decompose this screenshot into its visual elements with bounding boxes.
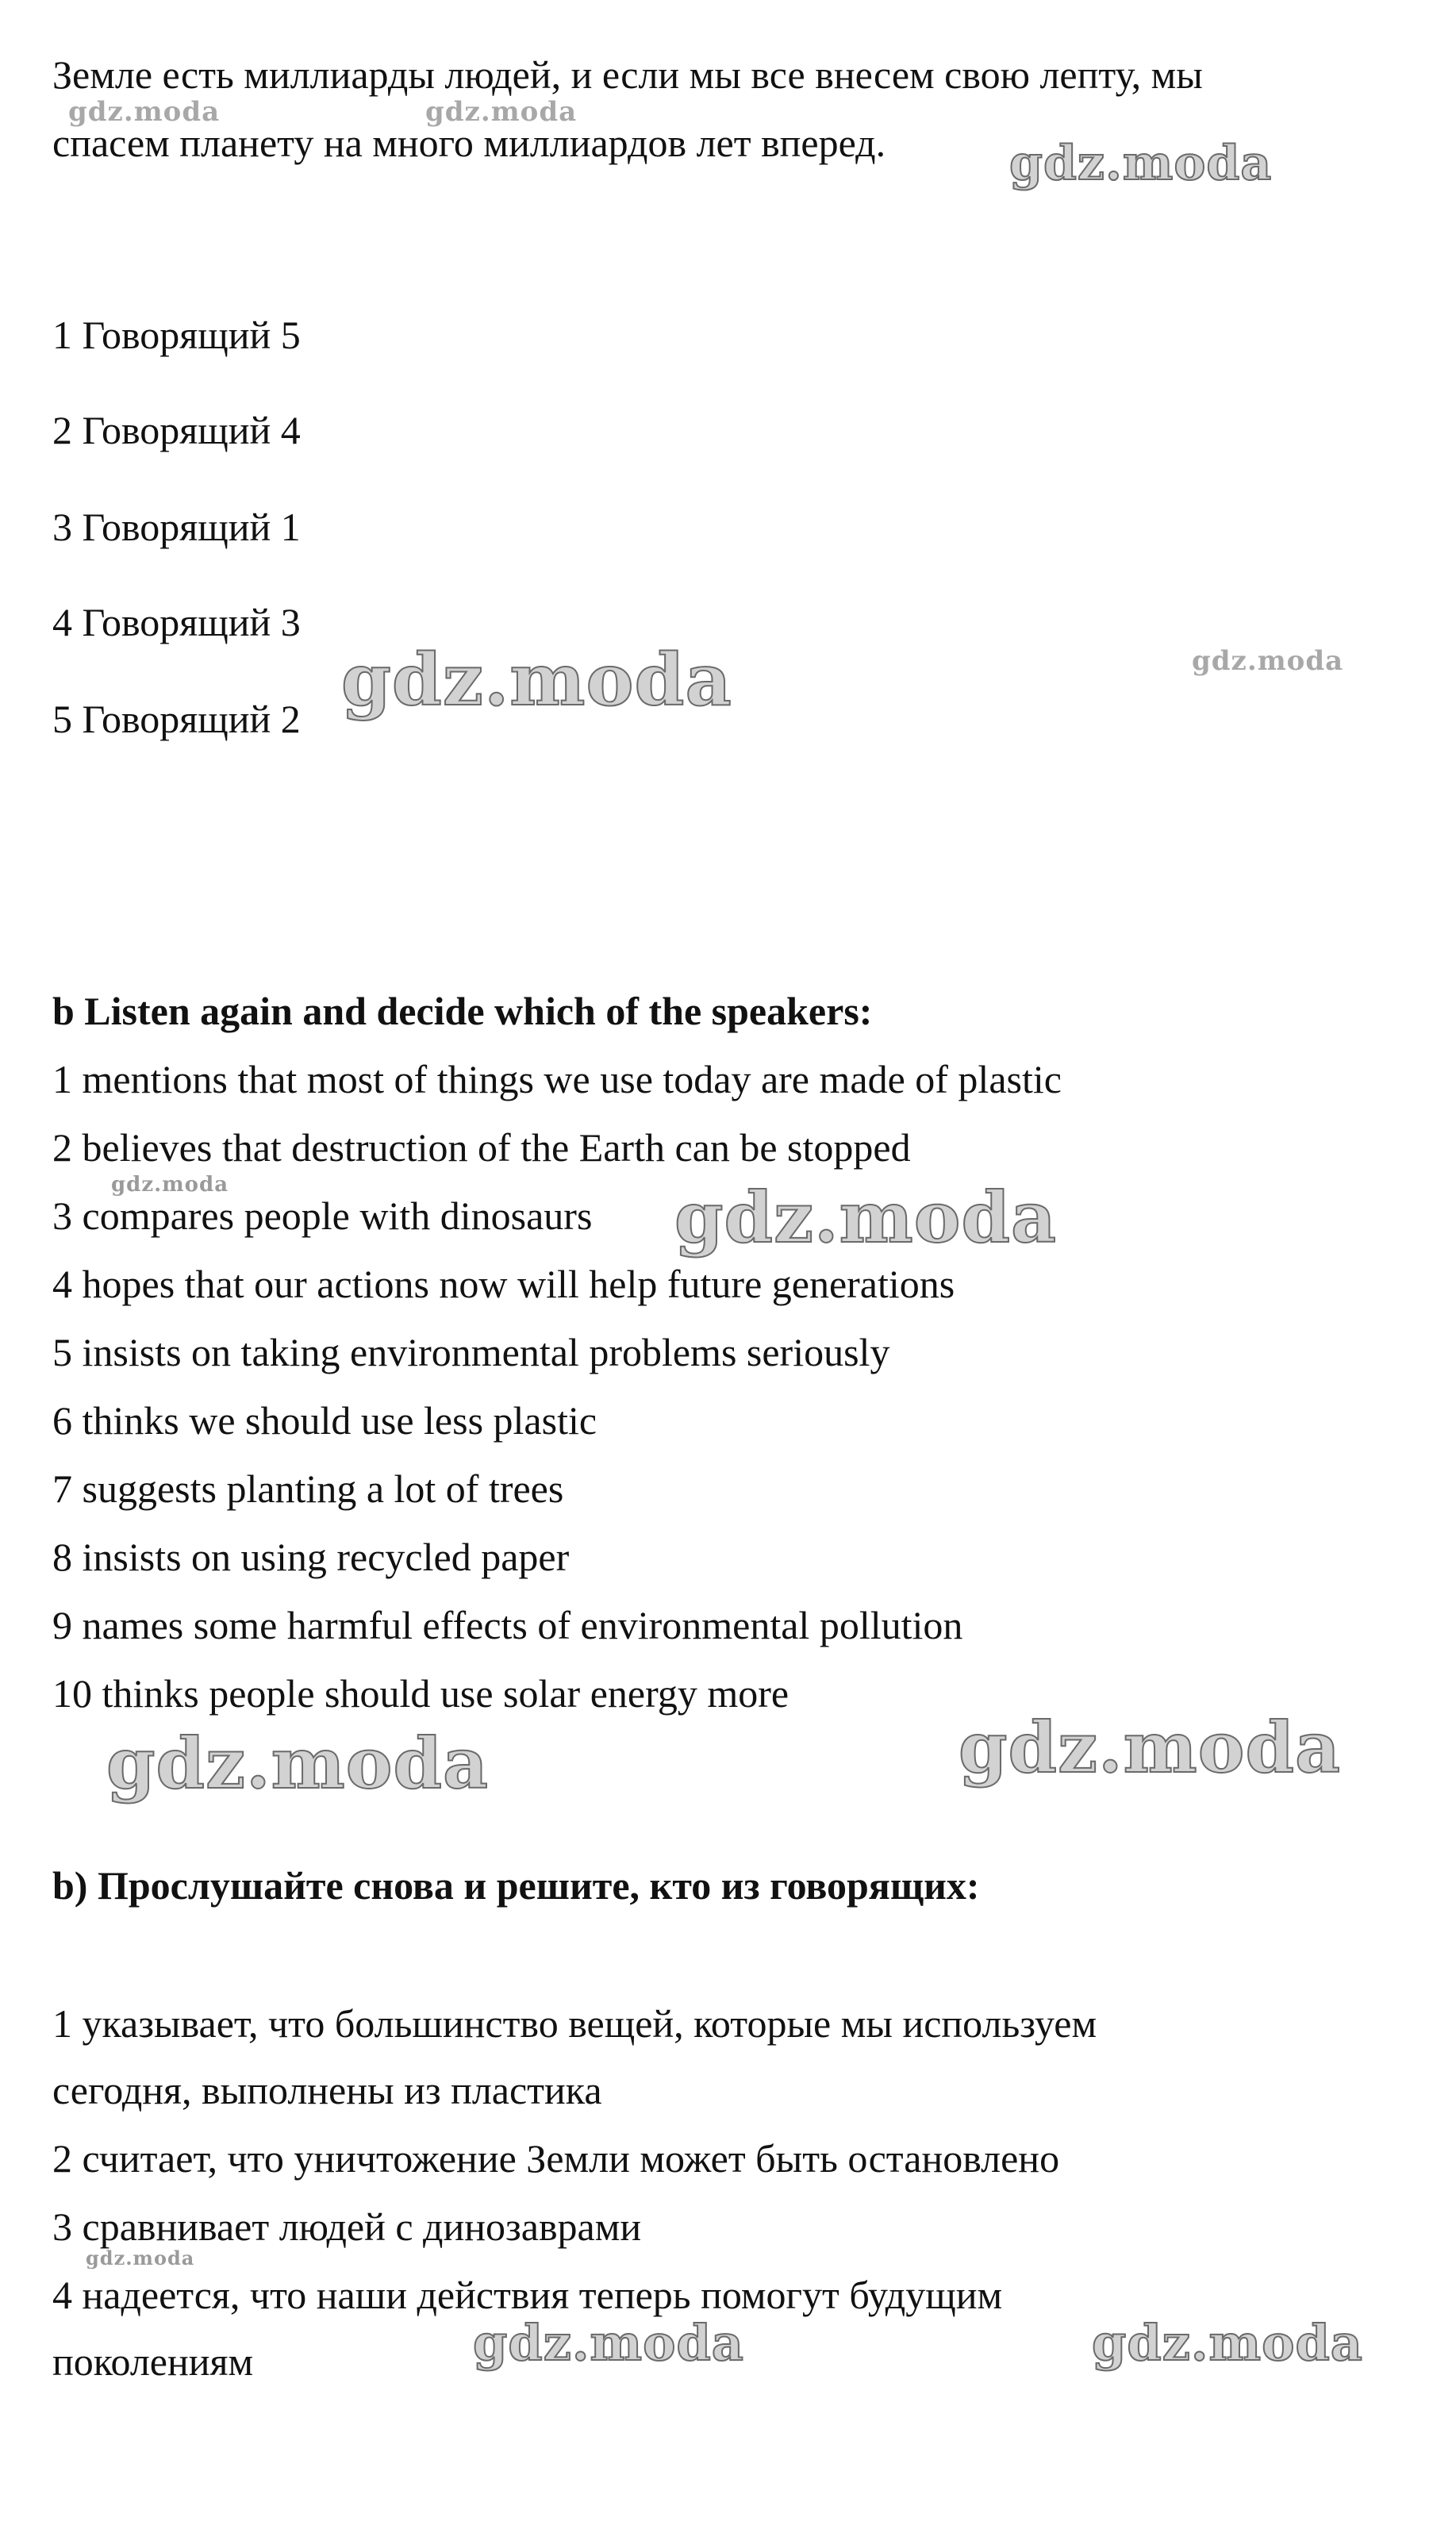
speaker-answer-5: 5 Говорящий 2 — [52, 697, 301, 741]
section-b-ru-item-2: 2 считает, что уничтожение Земли может быть остановлено — [52, 2136, 1060, 2181]
watermark: gdz.moda — [86, 2246, 195, 2269]
speaker-answer-4: 4 Говорящий 3 — [52, 600, 301, 644]
watermark: gdz.moda — [959, 1706, 1342, 1789]
section-b-ru-item-3: 3 сравнивает людей с динозаврами — [52, 2204, 642, 2249]
section-b-en-item-8: 8 insists on using recycled paper — [52, 1535, 570, 1579]
intro-line-1: Земле есть миллиарды людей, и если мы все внесем свою лепту, мы — [52, 52, 1203, 97]
section-b-en-item-10: 10 thinks people should use solar energy more — [52, 1671, 789, 1716]
section-b-ru-item-1-line-2: сегодня, выполнены из пластика — [52, 2068, 602, 2112]
section-b-en-title: b Listen again and decide which of the speakers: — [52, 989, 873, 1033]
watermark: gdz.moda — [106, 1722, 490, 1804]
watermark: gdz.moda — [674, 1176, 1058, 1259]
speaker-answer-1: 1 Говорящий 5 — [52, 313, 301, 357]
section-b-en-item-4: 4 hopes that our actions now will help future generations — [52, 1262, 955, 1306]
section-b-ru-item-4-line-2: поколениям — [52, 2339, 254, 2384]
section-b-en-item-2: 2 believes that destruction of the Earth can be stopped — [52, 1125, 911, 1170]
section-b-en-item-1: 1 mentions that most of things we use today are made of plastic — [52, 1057, 1062, 1101]
section-b-en-item-6: 6 thinks we should use less plastic — [52, 1398, 597, 1443]
speaker-answer-3: 3 Говорящий 1 — [52, 505, 301, 549]
section-b-ru-title: b) Прослушайте снова и решите, кто из говорящих: — [52, 1863, 980, 1908]
section-b-ru-item-1-line-1: 1 указывает, что большинство вещей, которые мы используем — [52, 2001, 1097, 2046]
watermark: gdz.moda — [473, 2314, 744, 2372]
watermark: gdz.moda — [1009, 136, 1273, 191]
section-b-en-item-9: 9 names some harmful effects of environmental pollution — [52, 1603, 963, 1647]
section-b-en-item-3: 3 compares people with dinosaurs — [52, 1193, 593, 1238]
watermark: gdz.moda — [1192, 645, 1344, 677]
speaker-answer-2: 2 Говорящий 4 — [52, 408, 301, 452]
watermark: gdz.moda — [1092, 2314, 1363, 2372]
section-b-en-item-7: 7 suggests planting a lot of trees — [52, 1466, 564, 1511]
watermark: gdz.moda — [425, 96, 578, 128]
section-b-ru-item-4-line-1: 4 надеется, что наши действия теперь помогут будущим — [52, 2273, 1003, 2317]
section-b-en-item-5: 5 insists on taking environmental problems seriously — [52, 1330, 890, 1374]
watermark: gdz.moda — [341, 638, 732, 722]
intro-line-2: спасем планету на много миллиардов лет вперед. — [52, 121, 886, 165]
watermark: gdz.moda — [68, 96, 221, 128]
watermark: gdz.moda — [111, 1173, 229, 1197]
